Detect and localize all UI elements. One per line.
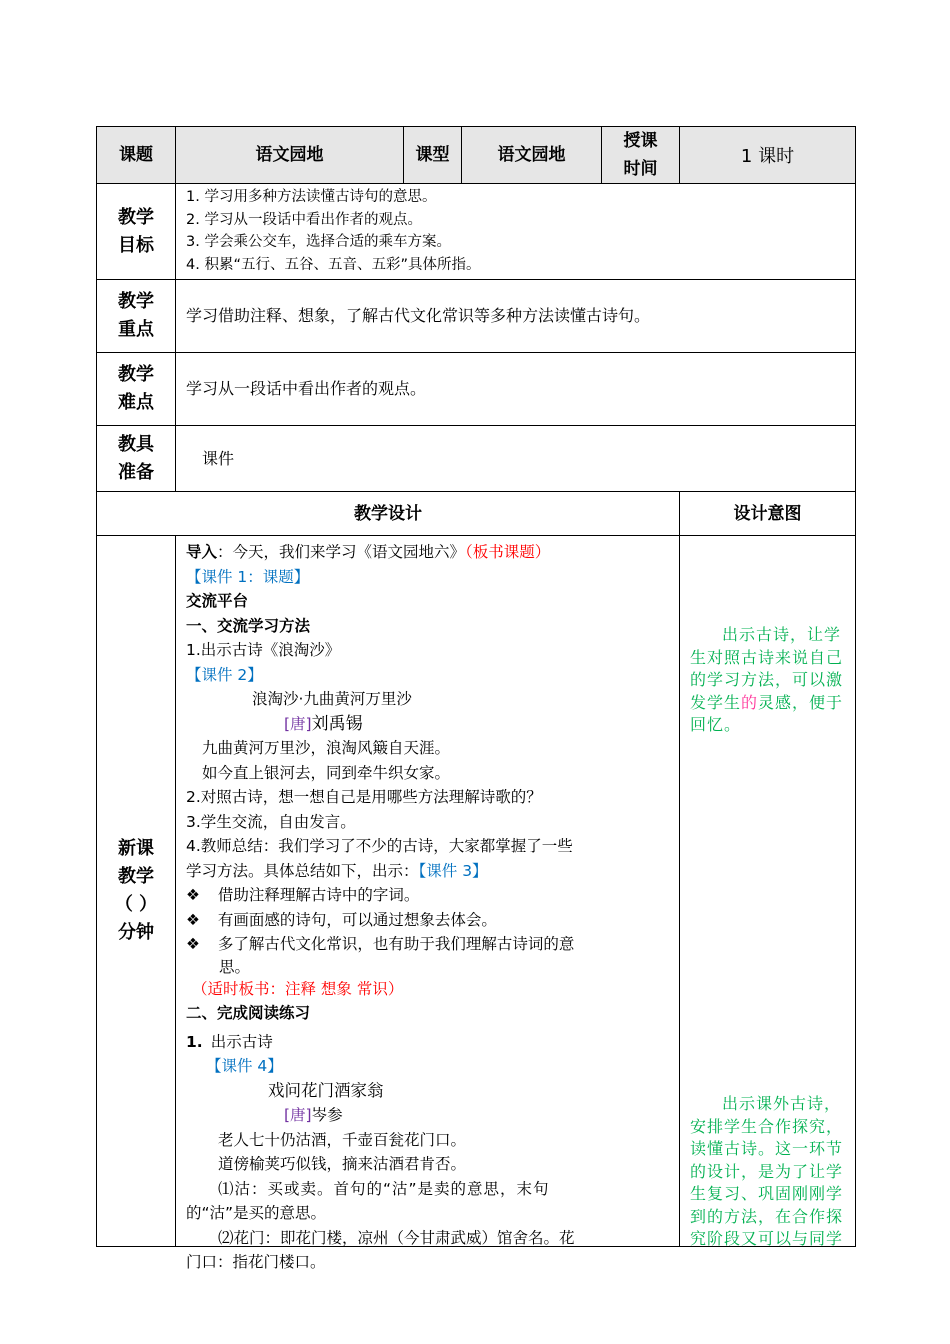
- step-3: 3.学生交流，自由发言。: [186, 812, 356, 831]
- key-points-row: [97, 280, 856, 353]
- part2-title: 二、完成阅读练习: [186, 1004, 311, 1022]
- difficulties-row: [97, 353, 856, 426]
- objectives-row: [97, 184, 856, 280]
- tools-label: 教具 准备: [97, 426, 176, 492]
- courseware-4: 【课件 4】: [206, 1057, 283, 1075]
- courseware-1: 【课件 1：课题】: [186, 567, 310, 586]
- topic-value: 语文园地: [176, 127, 404, 184]
- objectives-list: [176, 184, 856, 280]
- intent-note-1: 出示古诗，让学生对照古诗来说自己的学习方法，可以激发学生的灵感，便于回忆。: [690, 625, 844, 734]
- intent-note-2: 出示课外古诗，安排学生合作探究，读懂古诗。这一环节的设计，是为了让学生复习、巩固刚刚学到的方法，在合作探究阶段又可以与同学: [690, 1094, 844, 1248]
- note-2a: ⑵花门：即花门楼，凉州（今甘肃武威）馆舍名。花: [218, 1228, 575, 1247]
- time-label: 授课 时间: [602, 127, 680, 184]
- step-2: 2.对照古诗，想一想自己是用哪些方法理解诗歌的？: [186, 788, 542, 806]
- poem2-title: 戏问花门酒家翁: [268, 1080, 384, 1100]
- intent-column: [680, 536, 856, 1247]
- bullet-1: ❖ 借助注释理解古诗中的字词。: [186, 886, 420, 904]
- objective-item: 2. 学习从一段话中看出作者的观点。: [186, 211, 422, 228]
- lesson-plan-table: [96, 126, 856, 1271]
- step-4a: 4.教师总结：我们学习了不少的古诗，大家都掌握了一些: [186, 837, 573, 855]
- diamond-bullet-icon: ❖: [186, 910, 200, 929]
- platform-title: 交流平台: [186, 592, 249, 610]
- lesson-plan-sheet: [96, 126, 855, 1271]
- step-4b: 学习方法。具体总结如下，出示：【课件 3】: [186, 861, 488, 880]
- tools-text: 课件: [176, 426, 856, 492]
- part1-title: 一、交流学习方法: [186, 616, 311, 635]
- intent-header: 设计意图: [680, 492, 856, 536]
- poem2-line2: 道傍榆荚巧似钱，摘来沽酒君肯否。: [218, 1155, 467, 1173]
- diamond-bullet-icon: ❖: [186, 886, 200, 904]
- poem2-author-line: [唐]岑参: [284, 1106, 343, 1124]
- intro-line: 导入：今天，我们来学习《语文园地六》（板书课题）: [186, 543, 551, 561]
- diamond-bullet-icon: ❖: [186, 935, 200, 953]
- objective-item: 3. 学会乘公交车，选择合适的乘车方案。: [186, 234, 451, 250]
- note-1b: 的“沽”是买的意思。: [186, 1204, 327, 1222]
- poem1-line1: 九曲黄河万里沙，浪淘风簸自天涯。: [202, 739, 451, 757]
- poem2-line1: 老人七十仍沽酒，千壶百瓮花门口。: [218, 1130, 467, 1149]
- type-label: 课型: [404, 127, 462, 184]
- tools-row: [97, 426, 856, 492]
- p2-step-1: 1. 出示古诗: [186, 1032, 273, 1051]
- section-label: 新课 教学 （ ） 分钟: [97, 536, 176, 1247]
- objective-item: 1. 学习用多种方法读懂古诗句的意思。: [186, 189, 437, 205]
- poem1-author-line: [唐]刘禹锡: [284, 713, 363, 734]
- step-1: 1.出示古诗《浪淘沙》: [186, 641, 341, 659]
- poem1-line2: 如今直上银河去，同到牵牛织女家。: [202, 763, 451, 782]
- board-note: （适时板书：注释 想象 常识）: [192, 979, 404, 998]
- note-1a: ⑴沽：买或卖。首句的“沽”是卖的意思，末句: [218, 1179, 550, 1198]
- difficulties-label: 教学 难点: [97, 353, 176, 426]
- bullet-2: ❖ 有画面感的诗句，可以通过想象去体会。: [186, 910, 497, 929]
- poem1-title: 浪淘沙·九曲黄河万里沙: [252, 690, 412, 708]
- time-value: 1 课时: [680, 127, 856, 184]
- bullet-3: ❖ 多了解古代文化常识，也有助于我们理解古诗词的意: [186, 935, 575, 953]
- lesson-content: [176, 536, 680, 1271]
- difficulties-text: 学习从一段话中看出作者的观点。: [176, 353, 856, 426]
- key-points-text: 学习借助注释、想象，了解古代文化常识等多种方法读懂古诗句。: [176, 280, 856, 353]
- header-row: [97, 127, 856, 184]
- design-header-row: [97, 492, 856, 536]
- key-points-label: 教学 重点: [97, 280, 176, 353]
- topic-label: 课题: [97, 127, 176, 184]
- objective-item: 4. 积累“五行、五谷、五音、五彩”具体所指。: [186, 256, 481, 273]
- new-lesson-row: [97, 536, 856, 1247]
- objectives-label: 教学 目标: [97, 184, 176, 280]
- type-value: 语文园地: [462, 127, 602, 184]
- note-2b: 门口：指花门楼口。: [186, 1253, 326, 1271]
- courseware-2: 【课件 2】: [186, 665, 263, 684]
- design-header: 教学设计: [97, 492, 680, 536]
- bullet-3-cont: 思。: [219, 957, 251, 976]
